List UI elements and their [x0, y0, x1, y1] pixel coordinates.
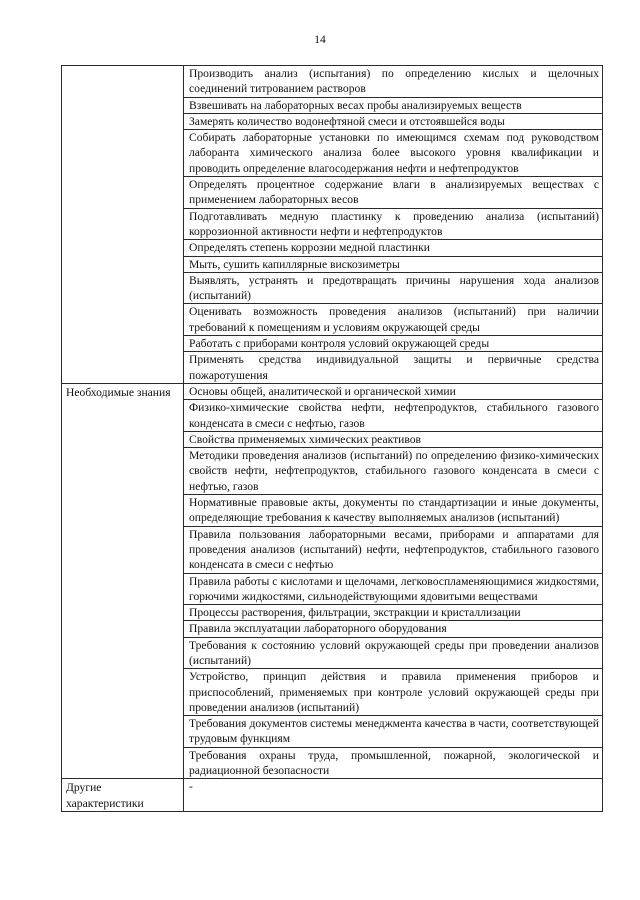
list-item: - [189, 780, 193, 794]
list-item: Оценивать возможность проведения анализов (испытаний) при наличии требований к помещениям и условиям окружающей среды [184, 304, 602, 336]
list-item: Определять процентное содержание влаги в анализируемых веществах с применением лабораторных весов [184, 177, 602, 209]
row-items [184, 779, 603, 812]
row-label: Необходимые знания [62, 383, 184, 778]
list-item: Взвешивать на лабораторных весах пробы анализируемых веществ [184, 98, 602, 114]
list-item: Правила работы с кислотами и щелочами, легковоспламеняющимися жидкостями, горючими жидкостями, сильнодействующими ядовитыми веществами [184, 574, 602, 606]
list-item: Замерять количество водонефтяной смеси и отстоявшейся воды [184, 114, 602, 130]
page-number: 14 [314, 34, 326, 46]
list-item: Методики проведения анализов (испытаний) по определению физико-химических свойств нефти, нефтепродуктов, стабильного газового конденсата в смеси с нефтью, газов [184, 448, 602, 495]
list-item: Требования охраны труда, промышленной, пожарной, экологической и радиационной безопасности [189, 748, 599, 778]
table-body [62, 66, 603, 812]
list-item: Производить анализ (испытания) по определению кислых и щелочных соединений титрованием растворов [184, 66, 602, 98]
list-item: Основы общей, аналитической и органической химии [184, 384, 602, 400]
list-item: Требования к состоянию условий окружающей среды при проведении анализов (испытаний) [184, 638, 602, 670]
table-row [62, 779, 603, 812]
row-label [62, 66, 184, 384]
list-item: Требования документов системы менеджмента качества в части, соответствующей трудовым функциям [184, 716, 602, 748]
list-item: Определять степень коррозии медной пластинки [184, 240, 602, 256]
list-item: Выявлять, устранять и предотвращать причины нарушения хода анализов (испытаний) [184, 273, 602, 305]
row-items [184, 66, 603, 384]
list-item: Мыть, сушить капиллярные вискозиметры [184, 257, 602, 273]
competency-table [61, 65, 603, 812]
list-item: Устройство, принцип действия и правила применения приборов и приспособлений, применяемых при контроле условий окружающей среды при проведении анализов (испытаний) [184, 669, 602, 716]
table-row [62, 383, 603, 778]
table-row [62, 66, 603, 384]
list-item: Подготавливать медную пластинку к проведению анализа (испытаний) коррозионной активности нефти и нефтепродуктов [184, 209, 602, 241]
row-items [184, 383, 603, 778]
list-item: Свойства применяемых химических реактивов [184, 432, 602, 448]
list-item: Работать с приборами контроля условий окружающей среды [184, 336, 602, 352]
list-item: Процессы растворения, фильтрации, экстракции и кристаллизации [184, 605, 602, 621]
list-item: Применять средства индивидуальной защиты и первичные средства пожаротушения [189, 353, 599, 382]
list-item: Физико-химические свойства нефти, нефтепродуктов, стабильного газового конденсата в смеси с нефтью, газов [184, 400, 602, 432]
list-item: Собирать лабораторные установки по имеющимся схемам под руководством лаборанта химического анализа более высокого уровня квалификации и проводить определение влагосодержания нефти и нефтепродуктов [184, 130, 602, 177]
list-item: Правила пользования лабораторными весами, приборами и аппаратами для проведения анализов (испытаний) нефти, нефтепродуктов, стабильного газового конденсата в смеси с нефтью [184, 527, 602, 574]
list-item: Нормативные правовые акты, документы по стандартизации и иные документы, определяющие требования к качеству выполняемых анализов (испытаний) [184, 495, 602, 527]
row-label: Другие характеристики [62, 779, 184, 812]
list-item: Правила эксплуатации лабораторного оборудования [184, 621, 602, 637]
